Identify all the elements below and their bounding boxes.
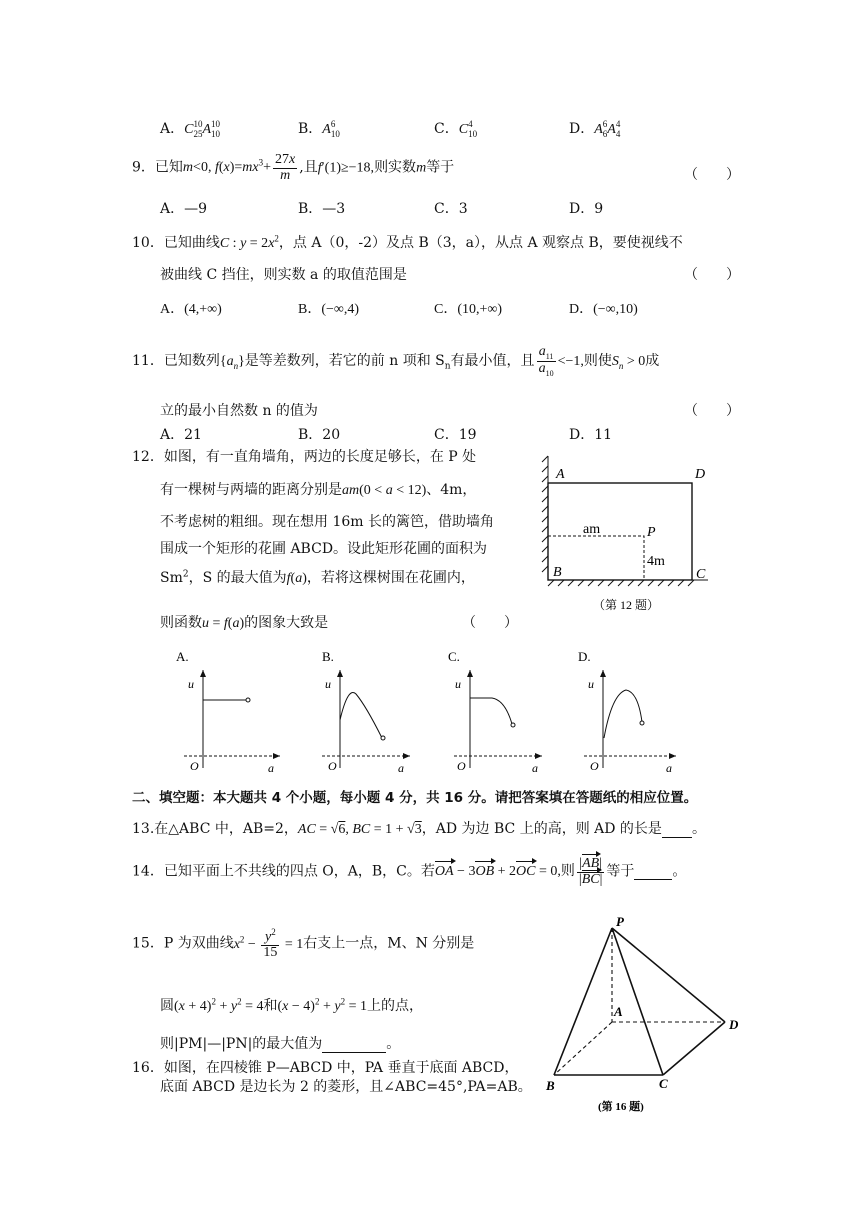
q12-line2: 有一棵树与两墙的距离分别是am(0 < a < 12)、4m， xyxy=(160,482,477,498)
q8-option-d: D．A 6 6 A 4 4 xyxy=(569,118,621,139)
graph-B-o: O xyxy=(328,759,337,773)
graph-B-a: a xyxy=(398,761,404,775)
q9-option-b: B．—3 xyxy=(298,201,346,217)
q15-line2: 圆$(x + 4)^2 + y^2 = 4$和$(x - 4)^2 + y^2 = 1$上的点， xyxy=(160,996,423,1014)
q11-line1: 11．已知数列$\{a_n\}$是等差数列，若它的前 n 项和 $S_n$有最小值，且 $\frac{a_{11}}{a_{10}}$ <−1,则使$S_n > 0$成 xyxy=(132,344,660,378)
q15-line1: 15．P 为双曲线$x^2$ − $\frac{y^2}{15}$ = 1右支上一点，M、N 分别是 xyxy=(132,927,475,961)
figure12-caption: （第 12 题） xyxy=(593,598,660,612)
graph-B-u: u xyxy=(325,677,331,691)
q11-option-d: D．11 xyxy=(569,427,613,443)
q13-answer-blank[interactable] xyxy=(662,821,692,838)
graph-A-o: O xyxy=(190,759,199,773)
label-C: C xyxy=(696,567,706,582)
graph-D-u: u xyxy=(588,677,594,691)
label-D: D xyxy=(695,467,706,482)
label-4m: 4m xyxy=(647,554,665,569)
q10-line2: 被曲线 C 挡住，则实数 a 的取值范围是 xyxy=(160,267,407,283)
label-D: D xyxy=(729,1017,739,1032)
visible-edges xyxy=(554,928,725,1075)
q11-answer-paren: （ ） xyxy=(684,403,740,419)
q9-stem: 9．已知m<0, $f(x)=mx^3+$ $\frac{27x}{m}$ ,且f′(1)≥−18,则实数m等于 xyxy=(132,152,455,183)
wall-hatching xyxy=(542,456,708,586)
q15-answer-blank[interactable] xyxy=(322,1036,386,1053)
graph-D-label: D. xyxy=(578,649,591,664)
graph-A xyxy=(176,649,280,775)
label-B: B xyxy=(553,565,562,580)
graph-A-u: u xyxy=(188,677,194,691)
graph-D-a: a xyxy=(666,761,672,775)
graph-C-a: a xyxy=(532,761,538,775)
figure16-caption: (第 16 题) xyxy=(598,1101,644,1113)
q13-stem: 13.在△ABC 中，AB=2，AC = √6, BC = 1 + √3，AD 为边 BC 上的高，则 AD 的长是 。 xyxy=(132,821,706,837)
q11-option-b: B．20 xyxy=(298,427,341,443)
q12-line6: 则函数u = f(a)的图象大致是 xyxy=(160,615,329,631)
q10-option-a: A．(4,+∞) xyxy=(160,302,222,317)
graph-C-label: C. xyxy=(448,649,460,664)
q10-option-d: D．(−∞,10) xyxy=(569,302,638,317)
graph-A-label: A. xyxy=(176,649,189,664)
graph-B-curve xyxy=(340,692,382,738)
q11-option-a: A．21 xyxy=(160,427,202,443)
graph-C-curve xyxy=(470,698,512,724)
label-B: B xyxy=(546,1078,555,1093)
graph-B-endpoint xyxy=(381,736,385,740)
q9-answer-paren: （ ） xyxy=(684,167,740,183)
q10-line1: 10．已知曲线C : $y = 2x^2$，点 A（0，-2）及点 B（3，a），从点 A 观察点 B，要使视线不 xyxy=(132,233,683,251)
graph-D xyxy=(578,649,676,775)
q12-wall-figure xyxy=(538,452,718,617)
q10-option-b: B．(−∞,4) xyxy=(298,302,360,317)
q10-option-c: C．(10,+∞) xyxy=(434,302,503,317)
q11-option-c: C．19 xyxy=(434,427,477,443)
q12-line5: Sm$^2$，S 的最大值为f(a)，若将这棵树围在花圃内， xyxy=(160,569,475,586)
q8-option-b: B．A 6 10 xyxy=(298,118,340,139)
label-P: P xyxy=(647,525,656,540)
tree-distance-lines xyxy=(548,536,644,580)
flowerbed-rectangle xyxy=(548,483,692,580)
q14-stem: 14．已知平面上不共线的四点 O，A，B，C。若OA − 3OB + 2OC = 0,则 $\frac{|AB|}{|BC|}$ 等于 。 xyxy=(132,856,687,887)
q8-option-a: A．C 10 25 A 10 10 xyxy=(160,118,221,139)
graph-B xyxy=(322,649,410,775)
label-P: P xyxy=(616,914,624,929)
label-C: C xyxy=(659,1076,668,1091)
section2-heading: 二、填空题：本大题共 4 个小题，每小题 4 分，共 16 分。请把答案填在答题纸的相应位置。 xyxy=(132,790,698,806)
q9-option-d: D．9 xyxy=(569,201,604,217)
graph-C-o: O xyxy=(457,759,466,773)
graph-A-a: a xyxy=(268,761,274,775)
graph-C-endpoint xyxy=(511,723,515,727)
q16-line1: 16．如图，在四棱锥 P—ABCD 中，PA 垂直于底面 ABCD， xyxy=(132,1060,519,1076)
q12-line4: 围成一个矩形的花圃 ABCD。设此矩形花圃的面积为 xyxy=(160,541,488,557)
q10-answer-paren: （ ） xyxy=(684,267,740,283)
graph-C-u: u xyxy=(455,677,461,691)
q12-line3: 不考虑树的粗细。现在想用 16m 长的篱笆，借助墙角 xyxy=(160,514,494,530)
q16-pyramid-figure xyxy=(540,912,750,1117)
graph-D-o: O xyxy=(590,759,599,773)
q16-line2: 底面 ABCD 是边长为 2 的菱形，且∠ABC=45°,PA=AB。 xyxy=(160,1079,532,1095)
q9-option-c: C．3 xyxy=(434,201,468,217)
graph-D-endpoint xyxy=(640,721,644,725)
q12-line1: 12．如图，有一直角墙角，两边的长度足够长，在 P 处 xyxy=(132,449,477,465)
q9-option-a: A．—9 xyxy=(160,201,208,217)
label-am: am xyxy=(583,522,601,537)
graph-C xyxy=(448,649,542,775)
q12-answer-paren: （ ） xyxy=(462,615,518,631)
label-A: A xyxy=(556,467,565,482)
q14-answer-blank[interactable] xyxy=(634,863,672,880)
q12-option-graphs xyxy=(170,648,710,778)
graph-B-label: B. xyxy=(322,649,334,664)
label-A: A xyxy=(614,1004,623,1019)
q8-option-c: C．C 4 10 xyxy=(434,118,478,139)
graph-A-endpoint xyxy=(246,698,250,702)
q15-line3: 则|PM|—|PN|的最大值为 。 xyxy=(160,1036,401,1052)
q11-line2: 立的最小自然数 n 的值为 xyxy=(160,403,318,419)
graph-D-curve xyxy=(604,690,642,738)
